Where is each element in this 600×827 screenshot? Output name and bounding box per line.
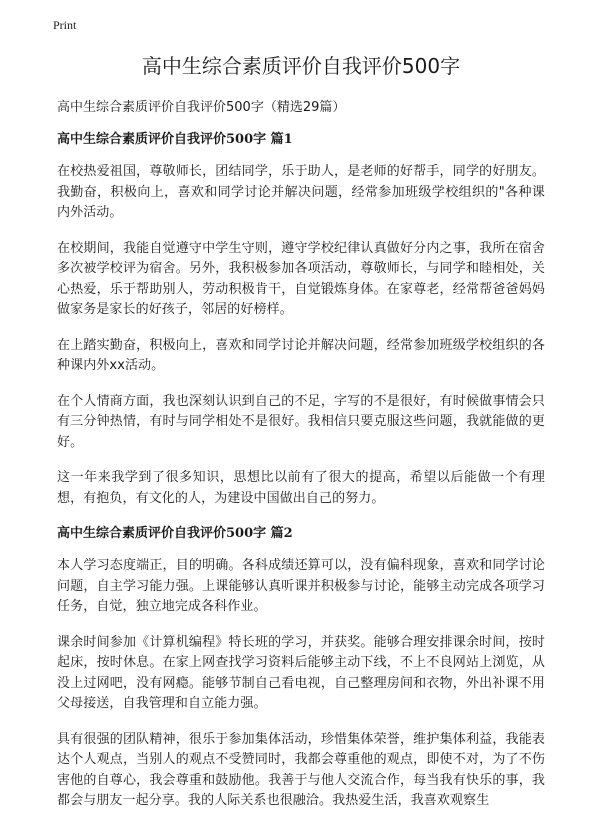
paragraph: 具有很强的团队精神，很乐于参加集体活动，珍惜集体荣誉，维护集体利益，我能表达个人观点，当别人的观点不受赞同时，我都会尊重他的观点，即使不对，为了不伤害他的自尊心，我会尊重和鼓励他。我善于与他人交流合作，每当我有快乐的事，我都会与朋友一起分享。我的人际关系也很融洽。我热爱生活，我喜欢观察生: [57, 731, 545, 808]
section-1: [57, 130, 545, 509]
paragraph: 在上踏实勤奋，积极向上，喜欢和同学讨论并解决问题，经常参加班级学校组织的各种课内外xx活动。: [57, 337, 545, 373]
paragraph: 这一年来我学到了很多知识，思想比以前有了很大的提高，希望以后能做一个有理想，有抱负，有文化的人，为建设中国做出自己的努力。: [57, 470, 545, 506]
section-2: [57, 524, 545, 812]
paragraph: 在个人情商方面，我也深刻认识到自己的不足，字写的不是很好，有时候做事情会只有三分钟热情，有时与同学相处不是很好。我相信只要克服这些问题，我就能做的更好。: [57, 393, 545, 450]
paragraph: 在校热爱祖国，尊敬师长，团结同学，乐于助人，是老师的好帮手，同学的好朋友。我勤奋，积极向上，喜欢和同学讨论并解决问题，经常参加班级学校组织的"各种课内外活动。: [57, 164, 545, 220]
document-page: [57, 52, 545, 827]
print-link[interactable]: Print: [53, 18, 77, 32]
paragraph: 课余时间参加《计算机编程》特长班的学习，并获奖。能够合理安排课余时间，按时起床，按时休息。在家上网查找学习资料后能够主动下线，不上不良网站上浏览，从没上过网吧，没有网瘾。能够节制自己看电视，自己整理房间和衣物，外出补课不用父母接送，自我管理和自立能力强。: [57, 634, 545, 711]
section-heading: 高中生综合素质评价自我评价500字 篇1: [57, 132, 293, 147]
paragraph: 在校期间，我能自觉遵守中学生守则，遵守学校纪律认真做好分内之事，我所在宿舍多次被学校评为宿舍。另外，我积极参加各项活动，尊敬师长，与同学和睦相处，关心热爱，乐于帮助别人，劳动积极肯干，自觉锻炼身体。在家尊老，经常帮爸爸妈妈做家务是家长的好孩子，邻居的好榜样。: [57, 240, 545, 317]
section-heading: 高中生综合素质评价自我评价500字 篇2: [57, 526, 293, 541]
paragraph: 本人学习态度端正，目的明确。各科成绩还算可以，没有偏科现象，喜欢和同学讨论问题，自主学习能力强。上课能够认真听课并积极参与讨论，能够主动完成各项学习任务，自觉，独立地完成各科作业。: [57, 558, 545, 614]
document-subtitle: 高中生综合素质评价自我评价500字（精选29篇）: [57, 100, 346, 115]
page-title: 高中生综合素质评价自我评价500字: [141, 54, 461, 78]
